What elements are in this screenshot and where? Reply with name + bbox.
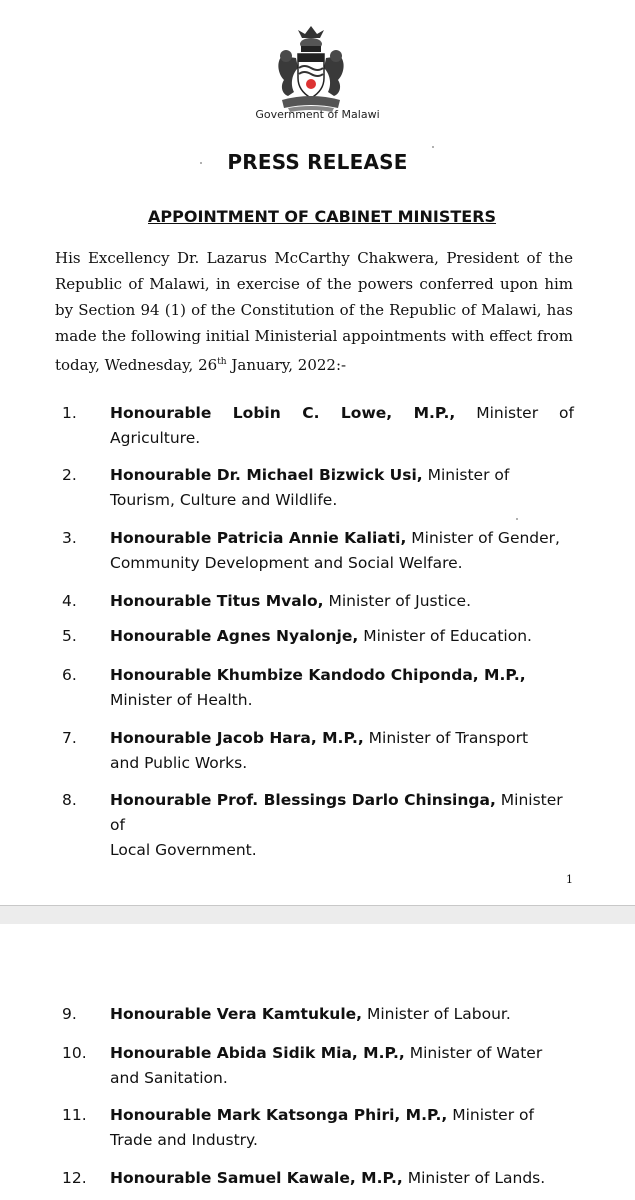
- appointee-name: Honourable Samuel Kawale, M.P.,: [110, 1169, 403, 1187]
- item-number: 8.: [62, 791, 77, 809]
- item-number: 3.: [62, 529, 77, 547]
- ministry-text: Minister of: [110, 791, 563, 834]
- intro-paragraph: [55, 245, 573, 378]
- malawi-coat-of-arms-icon: [268, 22, 354, 114]
- scan-speck: [432, 146, 434, 148]
- appointee-name: Honourable Jacob Hara, M.P.,: [110, 729, 364, 747]
- government-name: Government of Malawi: [255, 108, 380, 121]
- item-number: 2.: [62, 466, 77, 484]
- item-number: 10.: [62, 1044, 87, 1062]
- ministry-text: Minister of Labour.: [362, 1005, 511, 1023]
- ministry-text: Minister of Justice.: [323, 592, 471, 610]
- ministry-text: Minister of Water: [404, 1044, 543, 1062]
- item-number: 7.: [62, 729, 77, 747]
- ministry-text-cont: and Public Works.: [110, 754, 248, 772]
- appointee-name: Honourable Prof. Blessings Darlo Chinsinga,: [110, 791, 496, 809]
- appointee-name: Honourable Dr. Michael Bizwick Usi,: [110, 466, 423, 484]
- appointee-name: Honourable Titus Mvalo,: [110, 592, 324, 610]
- ministry-text: Minister of: [447, 1106, 534, 1124]
- ministry-text: Minister of Lands.: [402, 1169, 546, 1187]
- ministry-text-cont: Local Government.: [110, 841, 257, 859]
- document-page-2: [0, 924, 635, 1200]
- press-release-title: PRESS RELEASE: [227, 150, 408, 174]
- scan-speck: [200, 162, 202, 164]
- item-number: 1.: [62, 404, 77, 422]
- appointee-name: Honourable Lobin C. Lowe, M.P.,: [110, 404, 456, 422]
- page-number: 1: [566, 873, 573, 886]
- ministry-text-cont: Community Development and Social Welfare.: [110, 554, 463, 572]
- ministry-text: Minister of: [455, 404, 574, 422]
- ministry-text-cont: Trade and Industry.: [110, 1131, 258, 1149]
- item-number: 6.: [62, 666, 77, 684]
- document-heading: APPOINTMENT OF CABINET MINISTERS: [148, 207, 497, 226]
- appointee-name: Honourable Vera Kamtukule,: [110, 1005, 363, 1023]
- intro-sup: th: [217, 357, 227, 367]
- item-number: 12.: [62, 1169, 87, 1187]
- intro-text: His Excellency Dr. Lazarus McCarthy Chakwera, President of the Republic of Malawi, in exercise of the powers conferred upon him by Section 94 (1) of the Constitution of the Republic of Malawi, has made the following initial Ministerial appointments with effect from today, Wednesday, 26: [55, 249, 573, 374]
- appointee-name: Honourable Khumbize Kandodo Chiponda, M.P.,: [110, 666, 526, 684]
- ministry-text-cont: Tourism, Culture and Wildlife.: [110, 491, 338, 509]
- ministry-text: Minister of Education.: [358, 627, 532, 645]
- intro-text-end: January, 2022:-: [226, 356, 347, 374]
- ministry-text: Minister of Transport: [363, 729, 529, 747]
- ministry-text: Minister of Gender,: [406, 529, 560, 547]
- appointee-name: Honourable Patricia Annie Kaliati,: [110, 529, 407, 547]
- item-number: 9.: [62, 1005, 77, 1023]
- item-number: 11.: [62, 1106, 87, 1124]
- scan-speck: [516, 518, 518, 520]
- appointee-name: Honourable Agnes Nyalonje,: [110, 627, 359, 645]
- ministry-text-cont: Agriculture.: [110, 429, 201, 447]
- item-number: 5.: [62, 627, 77, 645]
- ministry-text-cont: and Sanitation.: [110, 1069, 228, 1087]
- appointee-name: Honourable Mark Katsonga Phiri, M.P.,: [110, 1106, 448, 1124]
- item-number: 4.: [62, 592, 77, 610]
- appointee-name: Honourable Abida Sidik Mia, M.P.,: [110, 1044, 405, 1062]
- page-separator: [0, 905, 635, 925]
- ministry-text-cont: Minister of Health.: [110, 691, 253, 709]
- ministry-text: Minister of: [422, 466, 510, 484]
